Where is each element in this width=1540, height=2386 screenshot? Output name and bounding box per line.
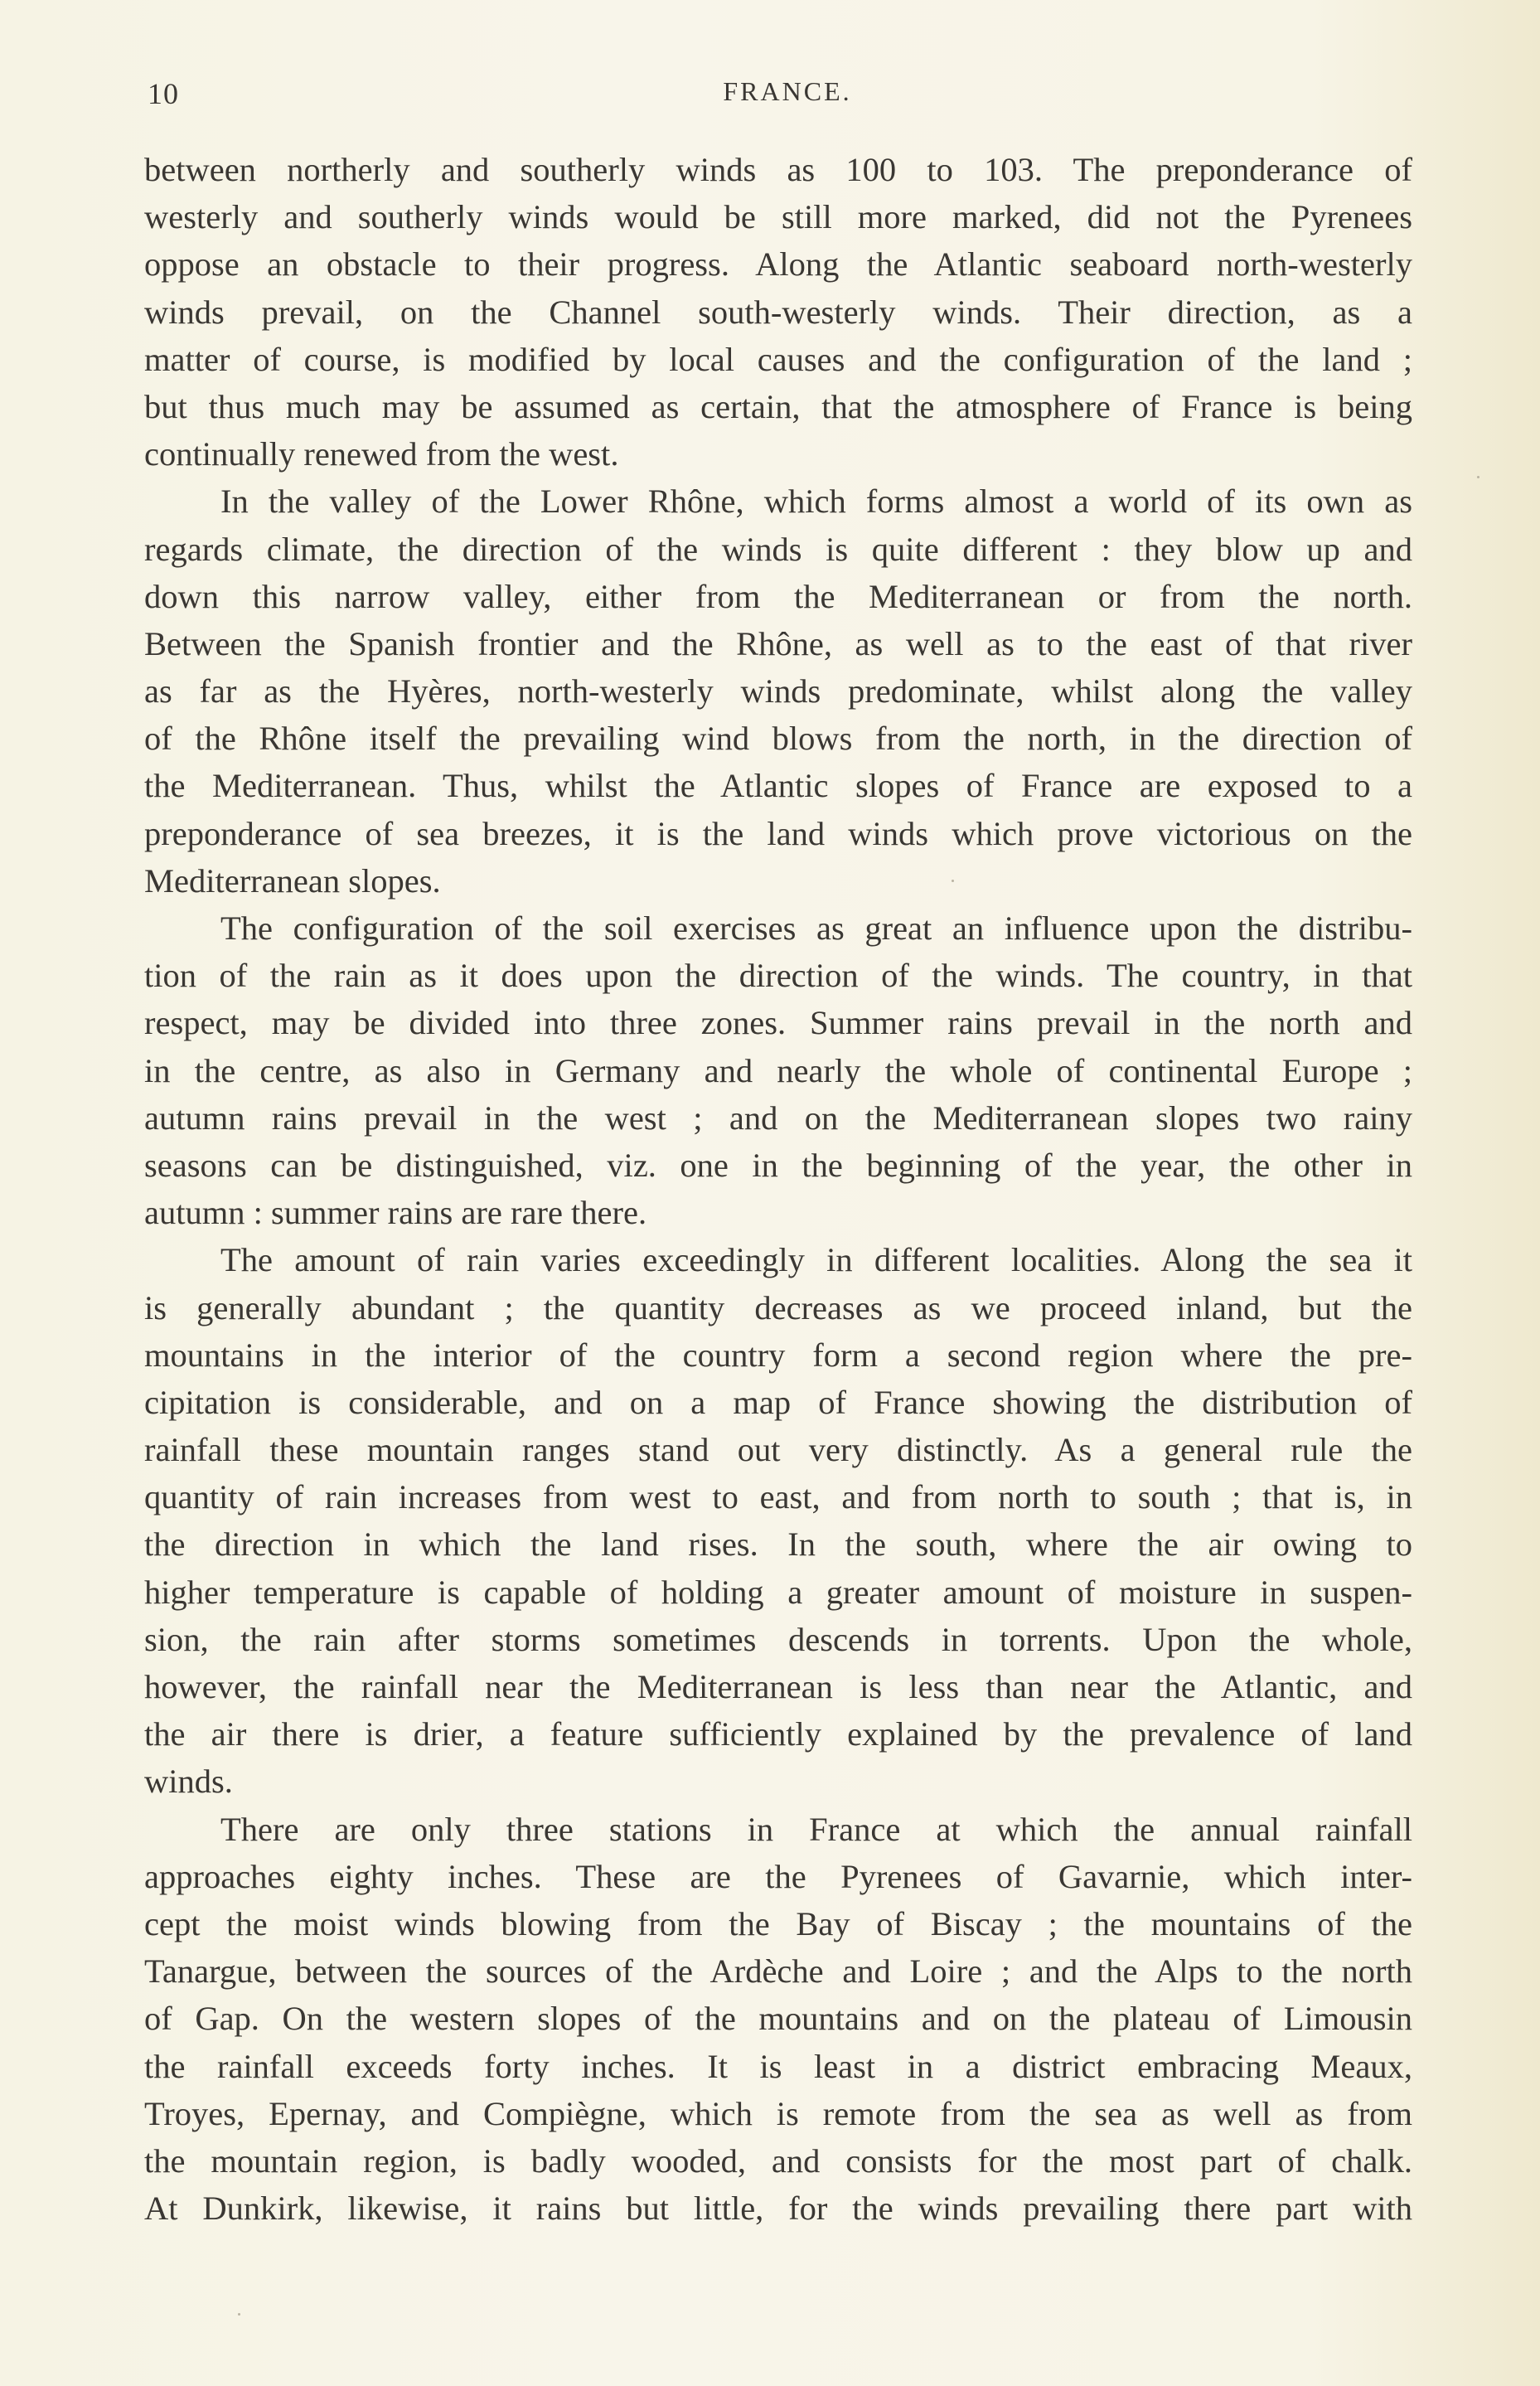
running-title: FRANCE. xyxy=(723,76,852,106)
text-line: cept the moist winds blowing from the Bay of Biscay ; the mountains of the xyxy=(144,1904,1412,1942)
text-line: cipitation is considerable, and on a map of France showing the distribution of xyxy=(144,1383,1412,1421)
paragraph xyxy=(144,1236,1412,1805)
text-line: the direction in which the land rises. In the south, where the air owing to xyxy=(144,1525,1412,1564)
paper-speck xyxy=(952,880,954,882)
text-line: The configuration of the soil exercises as great an influence upon the distribu- xyxy=(220,909,1412,947)
text-line: is generally abundant ; the quantity decreases as we proceed inland, but the xyxy=(144,1288,1412,1326)
text-line: westerly and southerly winds would be still more marked, did not the Pyrenees xyxy=(144,198,1412,236)
text-line: but thus much may be assumed as certain, that the atmosphere of France is being xyxy=(144,387,1412,425)
text-line: autumn rains prevail in the west ; and on the Mediterranean slopes two rainy xyxy=(144,1098,1412,1137)
text-line: the air there is drier, a feature sufficiently explained by the prevalence of land xyxy=(144,1715,1412,1753)
text-line: continually renewed from the west. xyxy=(144,435,619,473)
paragraph xyxy=(144,1806,1412,2233)
body-text xyxy=(144,146,1412,2232)
text-line: mountains in the interior of the country form a second region where the pre- xyxy=(144,1336,1412,1374)
page-number: 10 xyxy=(148,77,179,110)
paragraph xyxy=(144,478,1412,904)
text-line: however, the rainfall near the Mediterranean is less than near the Atlantic, and xyxy=(144,1668,1412,1705)
text-line: At Dunkirk, likewise, it rains but little, for the winds prevailing there part with xyxy=(144,2190,1412,2228)
text-line: matter of course, is modified by local causes and the configuration of the land ; xyxy=(144,340,1412,378)
text-line: the rainfall exceeds forty inches. It is least in a district embracing Meaux, xyxy=(144,2047,1412,2085)
text-line: Between the Spanish frontier and the Rhône, as well as to the east of that river xyxy=(144,624,1412,662)
paper-speck xyxy=(238,2313,240,2316)
text-line: regards climate, the direction of the winds is quite different : they blow up and xyxy=(144,530,1412,568)
text-line: higher temperature is capable of holding a greater amount of moisture in suspen- xyxy=(144,1573,1412,1611)
text-line: Tanargue, between the sources of the Ardèche and Loire ; and the Alps to the north xyxy=(144,1952,1412,1991)
text-line: of Gap. On the western slopes of the mountains and on the plateau of Limousin xyxy=(144,2000,1412,2038)
text-line: between northerly and southerly winds as 100 to 103. The preponderance of xyxy=(144,151,1412,188)
text-line: Troyes, Epernay, and Compiègne, which is remote from the sea as well as from xyxy=(144,2094,1412,2132)
text-line: There are only three stations in France at which the annual rainfall xyxy=(220,1810,1412,1848)
text-line: the mountain region, is badly wooded, and consists for the most part of chalk. xyxy=(144,2141,1412,2180)
text-line: oppose an obstacle to their progress. Along the Atlantic seaboard north-westerly xyxy=(144,245,1412,284)
text-line: seasons can be distinguished, viz. one in the beginning of the year, the other in xyxy=(144,1146,1412,1184)
text-line: as far as the Hyères, north-westerly winds predominate, whilst along the valley xyxy=(144,672,1412,710)
text-line: winds. xyxy=(144,1763,233,1801)
text-line: respect, may be divided into three zones. Summer rains prevail in the north and xyxy=(144,1004,1412,1042)
text-line: quantity of rain increases from west to east, and from north to south ; that is, in xyxy=(144,1478,1412,1516)
text-line: autumn : summer rains are rare there. xyxy=(144,1194,647,1232)
paragraph xyxy=(144,146,1412,478)
text-line: in the centre, as also in Germany and nearly the whole of continental Europe ; xyxy=(144,1051,1412,1089)
text-line: tion of the rain as it does upon the direction of the winds. The country, in that xyxy=(144,957,1412,995)
paragraph xyxy=(144,904,1412,1236)
text-line: sion, the rain after storms sometimes descends in torrents. Upon the whole, xyxy=(144,1620,1412,1658)
text-line: the Mediterranean. Thus, whilst the Atlantic slopes of France are exposed to a xyxy=(144,767,1412,805)
text-line: preponderance of sea breezes, it is the land winds which prove victorious on the xyxy=(144,814,1412,852)
text-line: of the Rhône itself the prevailing wind blows from the north, in the direction of xyxy=(144,720,1412,758)
text-line: down this narrow valley, either from the Mediterranean or from the north. xyxy=(144,577,1412,615)
text-line: approaches eighty inches. These are the Pyrenees of Gavarnie, which inter- xyxy=(144,1857,1412,1895)
text-line: Mediterranean slopes. xyxy=(144,861,441,900)
text-line: winds prevail, on the Channel south-westerly winds. Their direction, as a xyxy=(144,293,1412,331)
text-line: rainfall these mountain ranges stand out very distinctly. As a general rule the xyxy=(144,1431,1412,1469)
running-head xyxy=(148,76,1411,118)
paper-speck xyxy=(1477,476,1479,478)
text-line: The amount of rain varies exceedingly in different localities. Along the sea it xyxy=(220,1241,1412,1279)
text-line: In the valley of the Lower Rhône, which forms almost a world of its own as xyxy=(220,483,1412,521)
